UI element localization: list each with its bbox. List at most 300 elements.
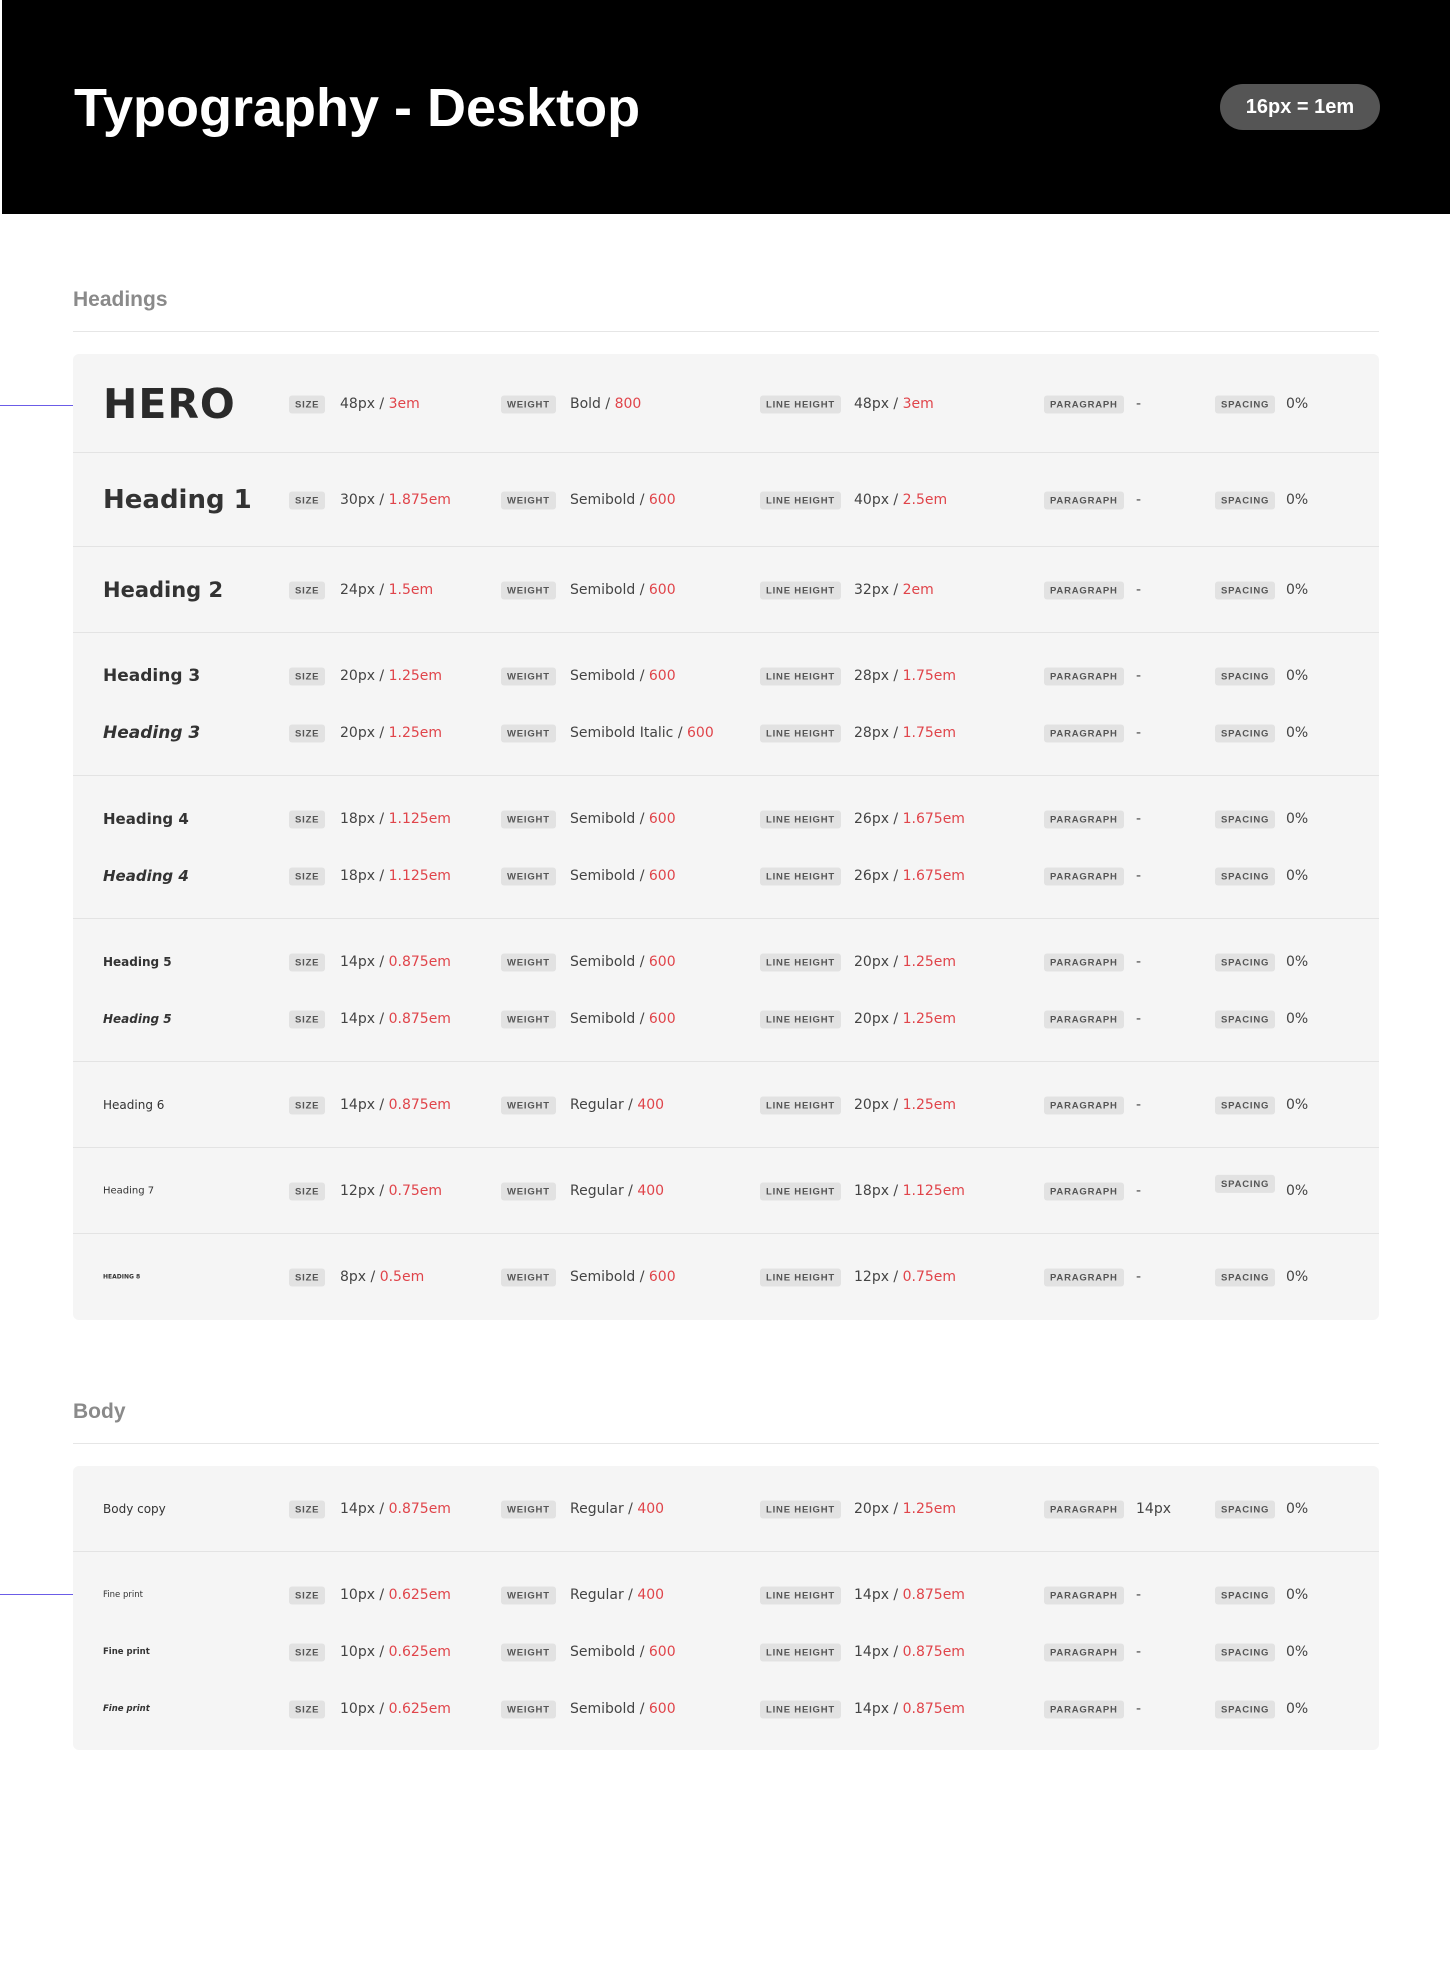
heading-style-row	[73, 942, 1379, 982]
spacing-value-primary: 0%	[1286, 1183, 1309, 1199]
paragraph-value	[1136, 582, 1141, 598]
line-height-value-em: 0.875em	[902, 1644, 965, 1660]
size-tag-wrap	[289, 724, 325, 743]
weight-value-primary: Semibold /	[570, 492, 649, 508]
weight-value	[570, 1701, 676, 1717]
spacing-tag: SPACING	[1215, 868, 1275, 886]
paragraph-value-primary: -	[1136, 1011, 1142, 1027]
weight-tag: WEIGHT	[501, 954, 556, 972]
heading-style-row	[73, 570, 1379, 610]
size-value-primary: 18px /	[340, 868, 389, 884]
line-height-value-primary: 14px /	[854, 1587, 903, 1603]
weight-value-em: 600	[648, 582, 676, 598]
size-value-primary: 30px /	[340, 492, 389, 508]
section-title-body: Body	[73, 1400, 126, 1423]
weight-value-primary: Semibold /	[570, 1011, 649, 1027]
weight-value	[570, 1587, 664, 1603]
paragraph-value	[1136, 1183, 1141, 1199]
line-height-tag-wrap	[760, 810, 841, 829]
weight-value	[570, 668, 676, 684]
size-value-primary: 12px /	[340, 1183, 389, 1199]
line-height-tag-wrap	[760, 1182, 841, 1201]
spacing-tag: SPACING	[1215, 492, 1275, 510]
spacing-value-primary: 0%	[1286, 1587, 1309, 1603]
paragraph-tag-wrap	[1044, 810, 1124, 829]
weight-value	[570, 868, 676, 884]
line-height-value-em: 1.675em	[902, 811, 965, 827]
spacing-tag: SPACING	[1215, 396, 1275, 414]
paragraph-tag: PARAGRAPH	[1044, 1011, 1124, 1029]
spacing-value	[1286, 1097, 1308, 1113]
spacing-value-primary: 0%	[1286, 582, 1309, 598]
line-height-value-em: 2.5em	[902, 492, 948, 508]
section-title-headings: Headings	[73, 288, 168, 311]
size-tag: SIZE	[289, 1183, 325, 1201]
spacing-value	[1286, 1587, 1308, 1603]
size-value-primary: 14px /	[340, 1011, 389, 1027]
size-tag-wrap	[289, 1182, 325, 1201]
line-height-tag: LINE HEIGHT	[760, 396, 841, 414]
weight-tag-wrap	[501, 581, 556, 600]
weight-tag: WEIGHT	[501, 725, 556, 743]
paragraph-value-primary: -	[1136, 1269, 1142, 1285]
page-title: Typography - Desktop	[74, 78, 641, 138]
style-group	[73, 919, 1379, 1062]
style-group	[73, 453, 1379, 547]
weight-tag-wrap	[501, 810, 556, 829]
size-value	[340, 396, 420, 412]
size-value-primary: 14px /	[340, 1097, 389, 1113]
line-height-value-em: 1.25em	[902, 954, 957, 970]
paragraph-value	[1136, 396, 1141, 412]
line-height-tag: LINE HEIGHT	[760, 1269, 841, 1287]
line-height-value-primary: 12px /	[854, 1269, 903, 1285]
spacing-tag: SPACING	[1215, 1501, 1275, 1519]
heading-style-row	[73, 1085, 1379, 1125]
spacing-tag: SPACING	[1215, 1644, 1275, 1662]
line-height-value-em: 0.75em	[902, 1269, 957, 1285]
spacing-value	[1286, 492, 1308, 508]
style-group	[73, 1062, 1379, 1148]
paragraph-tag-wrap	[1044, 395, 1124, 414]
spacing-tag: SPACING	[1215, 1587, 1275, 1605]
style-group	[73, 1148, 1379, 1234]
weight-value-primary: Semibold /	[570, 582, 649, 598]
paragraph-value-primary: -	[1136, 668, 1142, 684]
weight-value-em: 400	[637, 1501, 665, 1517]
line-height-tag: LINE HEIGHT	[760, 1587, 841, 1605]
paragraph-value	[1136, 811, 1141, 827]
line-height-value-em: 1.25em	[902, 1501, 957, 1517]
paragraph-value-primary: -	[1136, 811, 1142, 827]
paragraph-tag: PARAGRAPH	[1044, 1269, 1124, 1287]
line-height-tag: LINE HEIGHT	[760, 668, 841, 686]
spacing-tag-wrap	[1215, 491, 1275, 510]
weight-tag: WEIGHT	[501, 1701, 556, 1719]
weight-tag-wrap	[501, 1010, 556, 1029]
size-tag-wrap	[289, 810, 325, 829]
paragraph-tag: PARAGRAPH	[1044, 668, 1124, 686]
spacing-value-primary: 0%	[1286, 668, 1309, 684]
body-style-row	[73, 1632, 1379, 1672]
size-value-em: 1.25em	[388, 668, 443, 684]
spacing-tag: SPACING	[1215, 1097, 1275, 1115]
line-height-value-em: 1.75em	[902, 725, 957, 741]
size-value-em: 0.875em	[388, 1097, 451, 1113]
weight-value	[570, 1269, 676, 1285]
line-height-tag-wrap	[760, 1500, 841, 1519]
size-tag: SIZE	[289, 396, 325, 414]
size-tag-wrap	[289, 1500, 325, 1519]
line-height-value	[854, 1644, 965, 1660]
style-name: HERO	[103, 380, 236, 428]
page-header	[2, 0, 1450, 214]
size-value-primary: 20px /	[340, 668, 389, 684]
paragraph-value-primary: -	[1136, 954, 1142, 970]
heading-style-row	[73, 1257, 1379, 1297]
weight-tag-wrap	[501, 867, 556, 886]
paragraph-tag-wrap	[1044, 491, 1124, 510]
weight-value-primary: Regular /	[570, 1587, 638, 1603]
line-height-tag: LINE HEIGHT	[760, 492, 841, 510]
line-height-value	[854, 811, 965, 827]
size-value-em: 0.875em	[388, 1011, 451, 1027]
weight-value-primary: Semibold /	[570, 954, 649, 970]
paragraph-value-primary: -	[1136, 396, 1142, 412]
size-tag: SIZE	[289, 1011, 325, 1029]
weight-value-em: 600	[648, 1269, 676, 1285]
style-name: HEADING 8	[103, 1273, 141, 1281]
weight-value-primary: Regular /	[570, 1183, 638, 1199]
line-height-tag: LINE HEIGHT	[760, 1183, 841, 1201]
heading-style-row	[73, 713, 1379, 753]
size-value-em: 0.625em	[388, 1587, 451, 1603]
weight-value-em: 400	[637, 1587, 665, 1603]
size-value	[340, 668, 442, 684]
spacing-tag-wrap	[1215, 1268, 1275, 1287]
weight-tag: WEIGHT	[501, 582, 556, 600]
line-height-tag: LINE HEIGHT	[760, 868, 841, 886]
size-value-primary: 24px /	[340, 582, 389, 598]
weight-value-em: 600	[648, 492, 676, 508]
weight-tag: WEIGHT	[501, 1269, 556, 1287]
weight-value	[570, 1183, 664, 1199]
body-style-row	[73, 1575, 1379, 1615]
paragraph-value-primary: -	[1136, 1701, 1142, 1717]
size-tag-wrap	[289, 1096, 325, 1115]
weight-tag: WEIGHT	[501, 668, 556, 686]
weight-tag: WEIGHT	[501, 1011, 556, 1029]
line-height-value	[854, 1587, 965, 1603]
size-value-em: 1.125em	[388, 811, 451, 827]
weight-value	[570, 1011, 676, 1027]
line-height-value	[854, 1269, 956, 1285]
spacing-value-primary: 0%	[1286, 725, 1309, 741]
spacing-tag-wrap	[1215, 667, 1275, 686]
spacing-value-primary: 0%	[1286, 1644, 1309, 1660]
weight-value-em: 400	[637, 1183, 665, 1199]
spacing-tag: SPACING	[1215, 811, 1275, 829]
weight-value	[570, 1644, 676, 1660]
weight-tag-wrap	[501, 395, 556, 414]
size-value-primary: 14px /	[340, 954, 389, 970]
line-height-tag: LINE HEIGHT	[760, 1644, 841, 1662]
size-value	[340, 1011, 451, 1027]
line-height-value-primary: 48px /	[854, 396, 903, 412]
line-height-value-primary: 20px /	[854, 1011, 903, 1027]
style-name: Heading 5	[103, 1012, 172, 1026]
style-name: Heading 5	[103, 955, 172, 969]
line-height-value	[854, 1011, 956, 1027]
heading-style-row	[73, 856, 1379, 896]
heading-style-row	[73, 656, 1379, 696]
paragraph-value	[1136, 1097, 1141, 1113]
size-tag-wrap	[289, 667, 325, 686]
line-height-tag-wrap	[760, 1096, 841, 1115]
style-name: Heading 6	[103, 1098, 165, 1112]
size-tag-wrap	[289, 1586, 325, 1605]
spacing-value	[1286, 668, 1308, 684]
paragraph-value	[1136, 492, 1141, 508]
paragraph-value-primary: -	[1136, 868, 1142, 884]
heading-style-row	[73, 1171, 1379, 1211]
spacing-value	[1286, 868, 1308, 884]
headings-table	[73, 354, 1379, 1320]
size-value-em: 3em	[388, 396, 420, 412]
paragraph-value	[1136, 1011, 1141, 1027]
size-value-primary: 10px /	[340, 1701, 389, 1717]
line-height-tag-wrap	[760, 724, 841, 743]
paragraph-tag-wrap	[1044, 1096, 1124, 1115]
size-value	[340, 1097, 451, 1113]
paragraph-tag-wrap	[1044, 1586, 1124, 1605]
weight-value-primary: Semibold /	[570, 811, 649, 827]
paragraph-value-primary: 14px	[1136, 1501, 1171, 1517]
size-tag: SIZE	[289, 725, 325, 743]
size-value	[340, 1701, 451, 1717]
spacing-value-primary: 0%	[1286, 396, 1309, 412]
weight-tag-wrap	[501, 1500, 556, 1519]
paragraph-value-primary: -	[1136, 1183, 1142, 1199]
paragraph-tag-wrap	[1044, 724, 1124, 743]
size-value-em: 0.875em	[388, 1501, 451, 1517]
weight-value	[570, 396, 641, 412]
spacing-value-primary: 0%	[1286, 1097, 1309, 1113]
line-height-tag-wrap	[760, 667, 841, 686]
line-height-value-primary: 20px /	[854, 954, 903, 970]
weight-tag-wrap	[501, 1268, 556, 1287]
spacing-value-primary: 0%	[1286, 811, 1309, 827]
spacing-value	[1286, 725, 1308, 741]
line-height-value-primary: 14px /	[854, 1701, 903, 1717]
style-name: Heading 4	[103, 810, 189, 828]
paragraph-tag: PARAGRAPH	[1044, 1701, 1124, 1719]
line-height-value	[854, 492, 947, 508]
line-height-tag: LINE HEIGHT	[760, 1011, 841, 1029]
size-tag: SIZE	[289, 1501, 325, 1519]
weight-tag-wrap	[501, 953, 556, 972]
size-tag-wrap	[289, 867, 325, 886]
size-value-em: 0.75em	[388, 1183, 443, 1199]
paragraph-tag: PARAGRAPH	[1044, 954, 1124, 972]
em-scale-badge: 16px = 1em	[1220, 84, 1380, 130]
spacing-tag-wrap	[1215, 581, 1275, 600]
weight-tag-wrap	[501, 1700, 556, 1719]
spacing-tag: SPACING	[1215, 1011, 1275, 1029]
paragraph-value	[1136, 668, 1141, 684]
size-value-primary: 10px /	[340, 1644, 389, 1660]
line-height-tag-wrap	[760, 581, 841, 600]
line-height-tag-wrap	[760, 491, 841, 510]
paragraph-value	[1136, 1644, 1141, 1660]
weight-value	[570, 811, 676, 827]
line-height-value-primary: 26px /	[854, 868, 903, 884]
paragraph-value	[1136, 868, 1141, 884]
spacing-tag-wrap	[1215, 867, 1275, 886]
paragraph-value-primary: -	[1136, 492, 1142, 508]
line-height-tag-wrap	[760, 953, 841, 972]
line-height-value	[854, 725, 956, 741]
spacing-tag-wrap	[1215, 953, 1275, 972]
weight-value-em: 600	[687, 725, 714, 741]
line-height-tag-wrap	[760, 1643, 841, 1662]
weight-tag: WEIGHT	[501, 396, 556, 414]
weight-value-primary: Bold /	[570, 396, 615, 412]
line-height-value	[854, 1097, 956, 1113]
paragraph-value	[1136, 1701, 1141, 1717]
style-name: Heading 2	[103, 578, 224, 602]
size-value-primary: 10px /	[340, 1587, 389, 1603]
size-tag-wrap	[289, 581, 325, 600]
size-value-em: 0.625em	[388, 1644, 451, 1660]
weight-value-em: 400	[637, 1097, 665, 1113]
spacing-tag: SPACING	[1215, 582, 1275, 600]
paragraph-tag: PARAGRAPH	[1044, 1501, 1124, 1519]
line-height-tag-wrap	[760, 1700, 841, 1719]
weight-tag: WEIGHT	[501, 1097, 556, 1115]
body-style-row	[73, 1689, 1379, 1729]
line-height-value-em: 2em	[902, 582, 934, 598]
line-height-tag: LINE HEIGHT	[760, 954, 841, 972]
style-name: Heading 3	[103, 723, 201, 743]
paragraph-tag-wrap	[1044, 1182, 1124, 1201]
paragraph-tag: PARAGRAPH	[1044, 1587, 1124, 1605]
paragraph-tag: PARAGRAPH	[1044, 811, 1124, 829]
size-value	[340, 811, 451, 827]
line-height-tag: LINE HEIGHT	[760, 1097, 841, 1115]
style-name: Heading 1	[103, 485, 252, 515]
paragraph-value-primary: -	[1136, 582, 1142, 598]
section-divider	[73, 331, 1379, 332]
spacing-tag: SPACING	[1215, 1175, 1275, 1193]
weight-tag-wrap	[501, 667, 556, 686]
weight-value-em: 600	[648, 954, 676, 970]
size-tag: SIZE	[289, 1701, 325, 1719]
line-height-value	[854, 396, 934, 412]
size-tag: SIZE	[289, 1097, 325, 1115]
spacing-value	[1286, 1644, 1308, 1660]
size-value	[340, 954, 451, 970]
paragraph-tag-wrap	[1044, 1010, 1124, 1029]
weight-value	[570, 582, 676, 598]
paragraph-value	[1136, 1587, 1141, 1603]
line-height-value	[854, 1183, 965, 1199]
size-value-primary: 48px /	[340, 396, 389, 412]
spacing-tag-wrap	[1215, 1174, 1275, 1193]
size-value-em: 0.875em	[388, 954, 451, 970]
weight-value-primary: Semibold /	[570, 1644, 649, 1660]
spacing-tag: SPACING	[1215, 1701, 1275, 1719]
line-height-value-primary: 20px /	[854, 1097, 903, 1113]
size-tag-wrap	[289, 1268, 325, 1287]
spacing-value-primary: 0%	[1286, 1701, 1309, 1717]
line-height-value	[854, 868, 965, 884]
weight-tag-wrap	[501, 1182, 556, 1201]
weight-value	[570, 1097, 664, 1113]
heading-style-row	[73, 480, 1379, 520]
spacing-value	[1286, 1501, 1308, 1517]
weight-tag: WEIGHT	[501, 868, 556, 886]
paragraph-value	[1136, 954, 1141, 970]
weight-value-em: 800	[614, 396, 642, 412]
line-height-value-em: 3em	[902, 396, 934, 412]
weight-value-primary: Semibold /	[570, 668, 649, 684]
weight-value-primary: Semibold /	[570, 1269, 649, 1285]
line-height-value	[854, 1501, 956, 1517]
line-height-value-primary: 26px /	[854, 811, 903, 827]
paragraph-tag-wrap	[1044, 1268, 1124, 1287]
paragraph-tag: PARAGRAPH	[1044, 582, 1124, 600]
style-group	[73, 354, 1379, 453]
weight-value-primary: Semibold /	[570, 1701, 649, 1717]
paragraph-tag: PARAGRAPH	[1044, 725, 1124, 743]
line-height-tag: LINE HEIGHT	[760, 1701, 841, 1719]
weight-value-primary: Regular /	[570, 1501, 638, 1517]
size-value	[340, 582, 433, 598]
spacing-tag-wrap	[1215, 1586, 1275, 1605]
line-height-value-primary: 14px /	[854, 1644, 903, 1660]
spacing-tag-wrap	[1215, 1643, 1275, 1662]
weight-tag-wrap	[501, 724, 556, 743]
spacing-value-primary: 0%	[1286, 1011, 1309, 1027]
spacing-tag-wrap	[1215, 810, 1275, 829]
spacing-tag: SPACING	[1215, 668, 1275, 686]
weight-value-em: 600	[648, 1701, 676, 1717]
spacing-tag-wrap	[1215, 1010, 1275, 1029]
body-style-row	[73, 1489, 1379, 1529]
style-name: Fine print	[103, 1704, 150, 1714]
spacing-tag-wrap	[1215, 1700, 1275, 1719]
size-tag: SIZE	[289, 1644, 325, 1662]
line-height-value-primary: 28px /	[854, 725, 903, 741]
weight-value-primary: Semibold Italic /	[570, 725, 687, 741]
spacing-tag: SPACING	[1215, 954, 1275, 972]
spacing-tag: SPACING	[1215, 1269, 1275, 1287]
line-height-value	[854, 668, 956, 684]
line-height-value-em: 0.875em	[902, 1701, 965, 1717]
line-height-tag-wrap	[760, 1010, 841, 1029]
line-height-value-primary: 18px /	[854, 1183, 903, 1199]
heading-style-row	[73, 799, 1379, 839]
style-group	[73, 1552, 1379, 1750]
line-height-value	[854, 954, 956, 970]
spacing-value	[1286, 1011, 1308, 1027]
spacing-value	[1286, 396, 1308, 412]
weight-value-em: 600	[648, 668, 676, 684]
weight-tag-wrap	[501, 1586, 556, 1605]
size-value	[340, 868, 451, 884]
paragraph-tag: PARAGRAPH	[1044, 1644, 1124, 1662]
